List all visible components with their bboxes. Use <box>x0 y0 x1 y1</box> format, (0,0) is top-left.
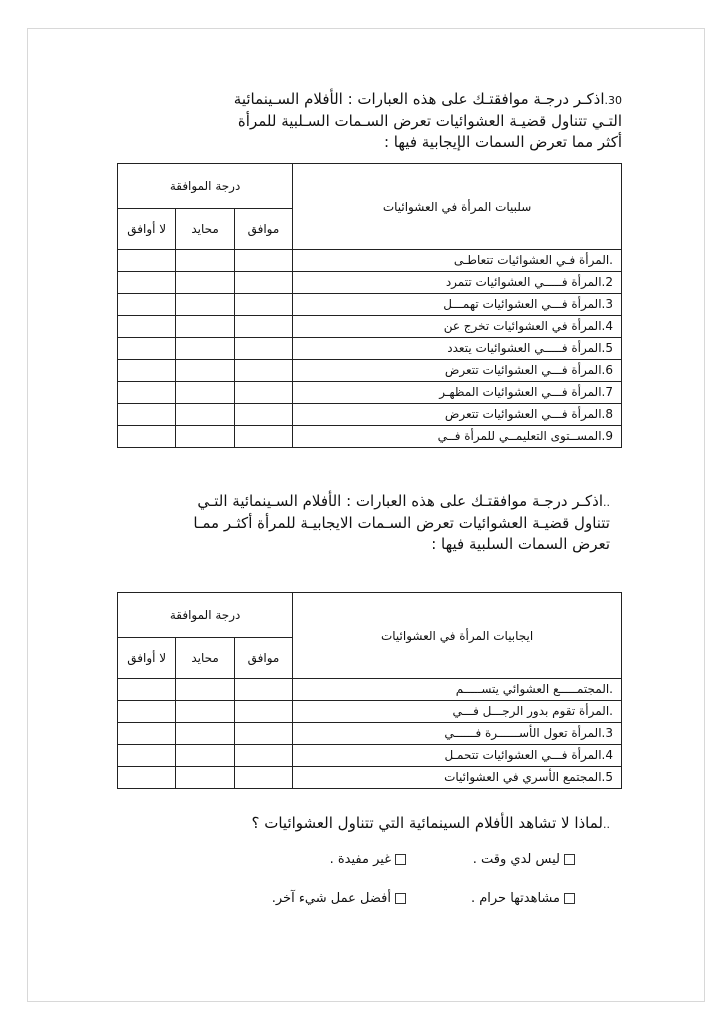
agree-cell[interactable] <box>234 767 292 789</box>
question-31-number: .. <box>603 496 610 509</box>
disagree-cell[interactable] <box>118 426 176 448</box>
agreement-degree-header: درجة الموافقة <box>118 164 293 209</box>
disagree-cell[interactable] <box>118 767 176 789</box>
statement-text: .المرأة فـي العشوائيات تتعاطـى <box>453 253 613 267</box>
disagree-cell[interactable] <box>118 250 176 272</box>
question-30-line-1: اذكـر درجـة موافقتـك على هذه العبارات : الأفلام السـينمائية <box>233 90 605 108</box>
table-row <box>118 360 622 382</box>
question-31 <box>30 491 610 555</box>
agree-cell[interactable] <box>234 382 292 404</box>
question-31-line-1: اذكـر درجـة موافقتـك على هذه العبارات : الأفلام السـينمائية التـي <box>197 492 603 510</box>
option-neutral-header: محايد <box>176 638 234 679</box>
neutral-cell[interactable] <box>176 294 234 316</box>
neutral-cell[interactable] <box>176 701 234 723</box>
option-disagree-header: لا أوافق <box>118 638 176 679</box>
question-30-number: 30. <box>604 94 622 107</box>
table-row <box>118 316 622 338</box>
choice-label: ليس لدي وقت . <box>472 852 560 867</box>
table-row <box>118 426 622 448</box>
table-row <box>118 701 622 723</box>
question-30-line-3: أكثر مما تعرض السمات الإيجابية فيها : <box>383 133 622 151</box>
statement-text: 5.المرأة فـــــي العشوائيات يتعدد <box>447 341 613 355</box>
checkbox-forbidden[interactable] <box>564 893 575 904</box>
table-negatives <box>117 163 622 448</box>
option-disagree-header: لا أوافق <box>118 209 176 250</box>
disagree-cell[interactable] <box>118 404 176 426</box>
statement-text: 8.المرأة فـــي العشوائيات تتعرض <box>444 407 613 421</box>
choice-label: مشاهدتها حرام . <box>470 891 560 906</box>
statement-text: 3.المرأة تعول الأســــــرة فــــــي <box>444 726 613 740</box>
agree-cell[interactable] <box>234 250 292 272</box>
neutral-cell[interactable] <box>176 679 234 701</box>
agree-cell[interactable] <box>234 360 292 382</box>
question-31-line-3: تعرض السمات السلبية فيها : <box>431 535 610 553</box>
disagree-cell[interactable] <box>118 294 176 316</box>
table-row <box>118 294 622 316</box>
statement-text: 6.المرأة فـــي العشوائيات تتعرض <box>444 363 613 377</box>
disagree-cell[interactable] <box>118 723 176 745</box>
disagree-cell[interactable] <box>118 272 176 294</box>
agree-cell[interactable] <box>234 426 292 448</box>
question-32 <box>90 813 610 835</box>
agree-cell[interactable] <box>234 272 292 294</box>
statement-text: 3.المرأة فـــي العشوائيات تهمـــل <box>443 297 613 311</box>
agree-cell[interactable] <box>234 679 292 701</box>
question-31-line-2: تتناول قضيـة العشوائيات تعرض السـمات الايجابيـة للمرأة أكثـر ممـا <box>193 514 610 532</box>
neutral-cell[interactable] <box>176 250 234 272</box>
table-row <box>118 723 622 745</box>
table-row <box>118 250 622 272</box>
checkbox-prefer-other[interactable] <box>395 893 406 904</box>
choice-no-time[interactable] <box>473 852 575 867</box>
statement-text: .المرأة تقوم بدور الرجـــل فـــي <box>452 704 613 718</box>
table-row <box>118 272 622 294</box>
agree-cell[interactable] <box>234 404 292 426</box>
statement-text: 9.المســتوى التعليمــي للمرأة فــي <box>437 429 613 443</box>
agree-cell[interactable] <box>234 316 292 338</box>
disagree-cell[interactable] <box>118 382 176 404</box>
option-neutral-header: محايد <box>176 209 234 250</box>
table-row <box>118 382 622 404</box>
neutral-cell[interactable] <box>176 382 234 404</box>
neutral-cell[interactable] <box>176 272 234 294</box>
disagree-cell[interactable] <box>118 745 176 767</box>
agree-cell[interactable] <box>234 723 292 745</box>
question-32-text: لماذا لا تشاهد الأفلام السينمائية التي تتناول العشوائيات ؟ <box>251 814 603 832</box>
agree-cell[interactable] <box>234 294 292 316</box>
disagree-cell[interactable] <box>118 701 176 723</box>
statement-text: 4.المرأة في العشوائيات تخرج عن <box>443 319 613 333</box>
choice-not-useful[interactable] <box>330 852 406 867</box>
question-30 <box>102 89 622 153</box>
table-row <box>118 745 622 767</box>
agree-cell[interactable] <box>234 701 292 723</box>
disagree-cell[interactable] <box>118 360 176 382</box>
neutral-cell[interactable] <box>176 426 234 448</box>
disagree-cell[interactable] <box>118 316 176 338</box>
checkbox-no-time[interactable] <box>564 854 575 865</box>
statement-text: 4.المرأة فـــي العشوائيات تتحمـل <box>444 748 613 762</box>
table-row <box>118 338 622 360</box>
neutral-cell[interactable] <box>176 404 234 426</box>
agree-cell[interactable] <box>234 745 292 767</box>
table-row <box>118 679 622 701</box>
statement-text: 2.المرأة فـــــي العشوائيات تتمرد <box>445 275 613 289</box>
choice-forbidden[interactable] <box>471 891 575 906</box>
table-positives-title: ايجابيات المرأة في العشوائيات <box>293 593 622 679</box>
option-agree-header: موافق <box>234 209 292 250</box>
neutral-cell[interactable] <box>176 723 234 745</box>
statement-text: 5.المجتمع الأسري في العشوائيات <box>444 770 613 784</box>
agree-cell[interactable] <box>234 338 292 360</box>
question-30-line-2: التـي تتناول قضيـة العشوائيات تعرض السـمات السـلبية للمرأة <box>237 112 622 130</box>
question-32-number: .. <box>603 818 610 831</box>
neutral-cell[interactable] <box>176 745 234 767</box>
table-positives <box>117 592 622 789</box>
table-row <box>118 767 622 789</box>
choice-prefer-other[interactable] <box>272 891 406 906</box>
neutral-cell[interactable] <box>176 360 234 382</box>
checkbox-not-useful[interactable] <box>395 854 406 865</box>
agreement-degree-header: درجة الموافقة <box>118 593 293 638</box>
choice-label: أفضل عمل شيء آخر. <box>271 891 391 906</box>
disagree-cell[interactable] <box>118 338 176 360</box>
neutral-cell[interactable] <box>176 316 234 338</box>
disagree-cell[interactable] <box>118 679 176 701</box>
table-negatives-title: سلبيات المرأة في العشوائيات <box>293 164 622 250</box>
statement-text: .المجتمـــــع العشوائي يتســـــم <box>455 682 613 696</box>
neutral-cell[interactable] <box>176 338 234 360</box>
statement-text: 7.المرأة فـــي العشوائيات المظهـر <box>439 385 613 399</box>
neutral-cell[interactable] <box>176 767 234 789</box>
option-agree-header: موافق <box>234 638 292 679</box>
table-row <box>118 404 622 426</box>
choice-label: غير مفيدة . <box>329 852 391 867</box>
